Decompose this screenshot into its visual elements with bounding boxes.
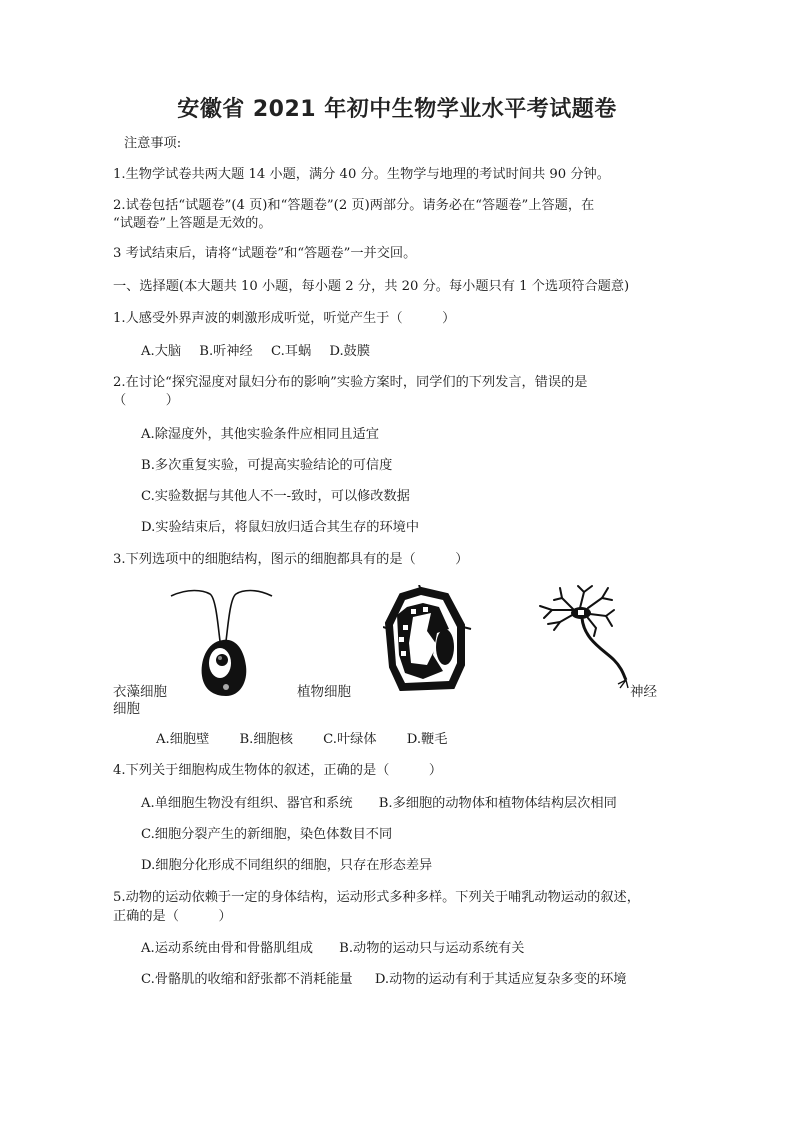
caption-chlamydomonas: 衣藻细胞 [113,684,167,700]
option-b[interactable]: B.细胞核 [239,732,293,747]
notice-1: 1.生物学试卷共两大题 14 小题，满分 40 分。生物学与地理的考试时间共 90 分钟。 [113,167,610,182]
option-a[interactable]: A.运动系统由骨和骨骼肌组成 [141,941,313,956]
question-3-options [156,731,447,749]
question-5-options-row1 [141,940,525,958]
option-b[interactable]: B.动物的运动只与运动系统有关 [339,941,525,956]
question-2-option-d[interactable]: D.实验结束后，将鼠妇放归适合其生存的环境中 [141,520,420,535]
option-c[interactable]: C.耳蜗 [270,344,312,359]
option-c[interactable]: C.叶绿体 [323,732,377,747]
question-5-stem-cont: 正确的是（ ） [113,909,232,924]
option-a[interactable]: A.单细胞生物没有组织、器官和系统 [141,796,353,811]
option-b[interactable]: B.听神经 [199,344,253,359]
question-2-stem: 2.在讨论“探究湿度对鼠妇分布的影响”实验方案时，同学们的下列发言，错误的是 [113,375,588,390]
notice-2-cont: “试题卷”上答题是无效的。 [113,216,272,231]
option-d[interactable]: D.鼓膜 [329,344,371,359]
notice-3: 3 考试结束后，请将“试题卷”和“答题卷”一并交回。 [113,246,417,261]
question-4-options-row1 [141,795,617,813]
option-d[interactable]: D.鞭毛 [406,732,448,747]
question-2-option-a[interactable]: A.除湿度外，其他实验条件应相同且适宜 [141,427,379,442]
question-4-option-c[interactable]: C.细胞分裂产生的新细胞，染色体数目不同 [141,827,393,842]
question-1-stem: 1.人感受外界声波的刺激形成听觉，听觉产生于（ ） [113,311,456,326]
notice-2: 2.试卷包括“试题卷”(4 页)和“答题卷”(2 页)两部分。请务必在“答题卷”上答题，在 [113,198,595,213]
option-a[interactable]: A.大脑 [141,344,182,359]
notice-heading: 注意事项: [124,136,182,151]
neuron-illustration [534,580,644,692]
option-b[interactable]: B.多细胞的动物体和植物体结构层次相同 [378,796,617,811]
question-4-option-d[interactable]: D.细胞分化形成不同组织的细胞，只存在形态差异 [141,858,433,873]
caption-plant-cell: 植物细胞 [297,684,351,700]
question-5-stem: 5.动物的运动依赖于一定的身体结构，运动形式多种多样。下列关于哺乳动物运动的叙述， [113,890,640,905]
caption-chlamydomonas-line2: 细胞 [113,701,140,717]
question-3-stem: 3.下列选项中的细胞结构，图示的细胞都具有的是（ ） [113,552,469,567]
option-a[interactable]: A.细胞壁 [156,732,210,747]
question-2-stem-cont: （ ） [113,393,179,408]
question-2-option-c[interactable]: C.实验数据与其他人不一-致时，可以修改数据 [141,489,410,504]
question-5-options-row2 [141,971,627,989]
chlamydomonas-illustration [168,586,278,698]
caption-nerve-cell: 神经 [630,684,657,700]
question-4-stem: 4.下列关于细胞构成生物体的叙述，正确的是（ ） [113,763,443,778]
plant-cell-illustration [383,585,473,691]
question-1-options [141,343,370,361]
option-c[interactable]: C.骨骼肌的收缩和舒张都不消耗能量 [141,972,353,987]
section-heading: 一、选择题(本大题共 10 小题，每小题 2 分，共 20 分。每小题只有 1 个选项符合题意) [113,279,630,294]
question-2-option-b[interactable]: B.多次重复实验，可提高实验结论的可信度 [141,458,393,473]
option-d[interactable]: D.动物的运动有利于其适应复杂多变的环境 [374,972,627,987]
exam-title: 安徽省 2021 年初中生物学业水平考试题卷 [177,97,617,122]
